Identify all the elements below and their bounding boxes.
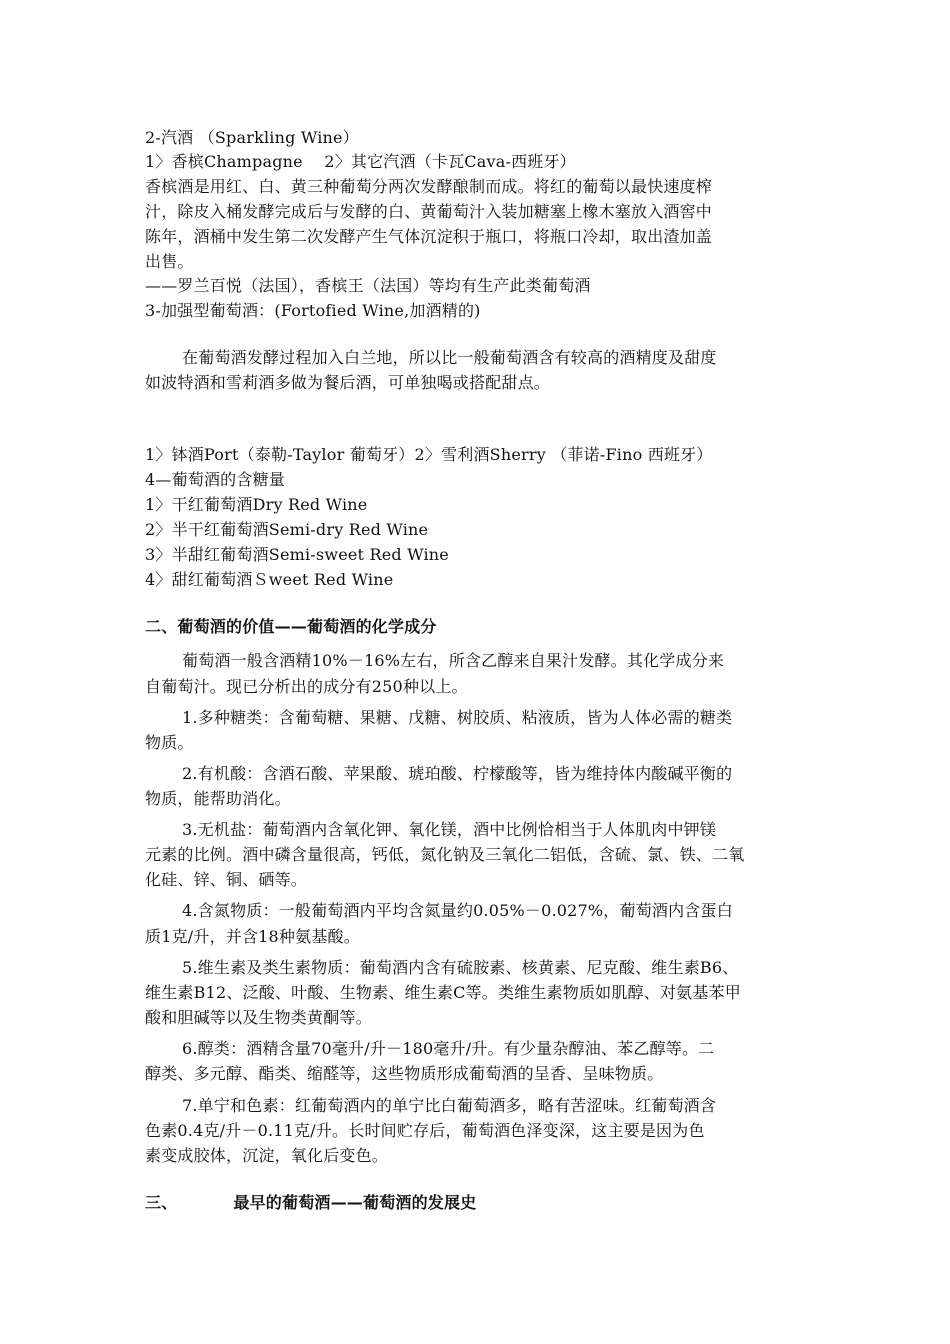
- champagne-desc-line-2: 汁，除皮入桶发酵完成后与发酵的白、黄葡萄汁入装加糖塞上橡木塞放入酒窖中: [145, 202, 713, 221]
- item-1-line-2: 物质。: [145, 733, 194, 752]
- section-3-title: 最早的葡萄酒——葡萄酒的发展史: [233, 1193, 477, 1212]
- section-3-heading: [145, 1191, 476, 1215]
- item-5-line-1: 5.维生素及类生素物质：葡萄酒内含有硫胺素、核黄素、尼克酸、维生素B6、: [182, 958, 739, 977]
- section-2-heading: 二、葡萄酒的价值——葡萄酒的化学成分: [145, 617, 437, 636]
- sugar-item: 4〉甜红葡萄酒Ｓweet Red Wine: [145, 570, 394, 589]
- item-3-line-2: 元素的比例。酒中磷含量很高，钙低，氮化钠及三氧化二铝低，含硫、氯、铁、二氧: [145, 845, 745, 864]
- fortified-title: 3-加强型葡萄酒：(Fortofied Wine,加酒精的): [145, 301, 481, 320]
- sugar-item: 3〉半甜红葡萄酒Semi-sweet Red Wine: [145, 545, 449, 564]
- item-3-line-3: 化硅、锌、铜、硒等。: [145, 870, 308, 889]
- champagne-desc-line-3: 陈年，酒桶中发生第二次发酵产生气体沉淀积于瓶口，将瓶口冷却，取出渣加盖: [145, 227, 713, 246]
- intro-line-1: 葡萄酒一般含酒精10%－16%左右，所含乙醇来自果汁发酵。其化学成分来: [182, 651, 725, 670]
- sparkling-types: 1〉香槟Champagne 2〉其它汽酒（卡瓦Cava-西班牙）: [145, 152, 576, 171]
- sugar-item: 1〉干红葡萄酒Dry Red Wine: [145, 495, 368, 514]
- item-4-line-2: 质1克/升，并含18种氨基酸。: [145, 927, 360, 946]
- item-4-line-1: 4.含氮物质：一般葡萄酒内平均含氮量约0.05%－0.027%，葡萄酒内含蛋白: [182, 901, 733, 920]
- champagne-desc-line-4: 出售。: [145, 252, 194, 271]
- producers-note: ——罗兰百悦（法国），香槟王（法国）等均有生产此类葡萄酒: [145, 276, 591, 295]
- item-7-line-1: 7.单宁和色素：红葡萄酒内的单宁比白葡萄酒多，略有苦涩味。红葡萄酒含: [182, 1096, 717, 1115]
- item-7-line-3: 素变成胶体，沉淀，氧化后变色。: [145, 1146, 389, 1165]
- item-6-line-2: 醇类、多元醇、酯类、缩醛等，这些物质形成葡萄酒的呈香、呈味物质。: [145, 1064, 664, 1083]
- sparkling-title: 2-汽酒 （Sparkling Wine）: [145, 128, 359, 147]
- fortified-desc-line-2: 如波特酒和雪莉酒多做为餐后酒，可单独喝或搭配甜点。: [145, 373, 551, 392]
- item-2-line-2: 物质，能帮助消化。: [145, 789, 291, 808]
- item-5-line-2: 维生素B12、泛酸、叶酸、生物素、维生素C等。类维生素物质如肌醇、对氨基苯甲: [145, 983, 741, 1002]
- intro-line-2: 自葡萄汁。现已分析出的成分有250种以上。: [145, 677, 468, 696]
- item-1-line-1: 1.多种糖类：含葡萄糖、果糖、戊糖、树胶质、粘液质，皆为人体必需的糖类: [182, 708, 733, 727]
- fortified-types: 1〉钵酒Port（泰勒-Taylor 葡萄牙）2〉雪利酒Sherry （菲诺-Fino 西班牙）: [145, 445, 713, 464]
- item-7-line-2: 色素0.4克/升－0.11克/升。长时间贮存后，葡萄酒色泽变深，这主要是因为色: [145, 1121, 705, 1140]
- champagne-desc-line-1: 香槟酒是用红、白、黄三种葡萄分两次发酵酿制而成。将红的葡萄以最快速度榨: [145, 177, 713, 196]
- item-3-line-1: 3.无机盐：葡萄酒内含氧化钾、氧化镁，酒中比例恰相当于人体肌肉中钾镁: [182, 820, 717, 839]
- section-3-number: 三、: [145, 1193, 178, 1212]
- item-2-line-1: 2.有机酸：含酒石酸、苹果酸、琥珀酸、柠檬酸等，皆为维持体内酸碱平衡的: [182, 764, 733, 783]
- sugar-title: 4—葡萄酒的含糖量: [145, 470, 285, 489]
- item-5-line-3: 酸和胆碱等以及生物类黄酮等。: [145, 1008, 372, 1027]
- fortified-desc-line-1: 在葡萄酒发酵过程加入白兰地，所以比一般葡萄酒含有较高的酒精度及甜度: [182, 348, 717, 367]
- item-6-line-1: 6.醇类：酒精含量70毫升/升－180毫升/升。有少量杂醇油、苯乙醇等。二: [182, 1039, 715, 1058]
- sugar-item: 2〉半干红葡萄酒Semi-dry Red Wine: [145, 520, 429, 539]
